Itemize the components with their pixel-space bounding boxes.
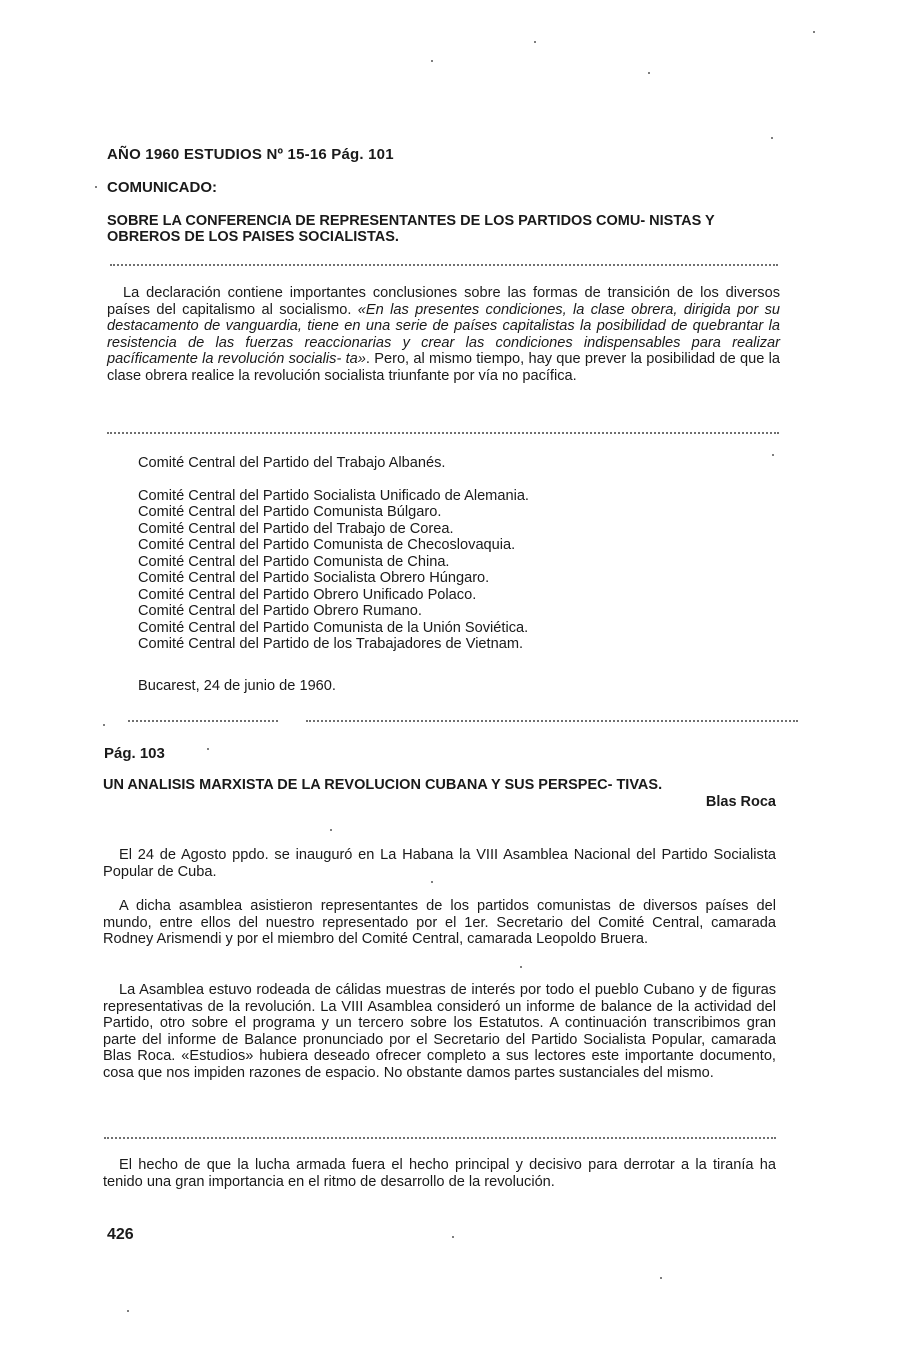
scan-speck — [452, 1236, 454, 1238]
scan-speck — [660, 1277, 662, 1279]
place-date: Bucarest, 24 de junio de 1960. — [138, 678, 336, 694]
scan-speck — [813, 31, 815, 33]
dotted-divider — [306, 720, 798, 722]
signatory: Comité Central del Partido de los Trabajadores de Vietnam. — [138, 636, 524, 652]
article-author: Blas Roca — [705, 794, 776, 810]
scan-speck — [330, 829, 332, 831]
scan-speck — [103, 724, 105, 726]
signatory: Comité Central del Partido Comunista Búlgaro. — [138, 504, 442, 520]
paragraph-quote: «En las presentes condiciones, la clase obrera, dirigida por su destacamento de vanguardia, tiene en una serie de países capitalistas la posibilidad de quebrantar la resistencia de las fuerzas reaccionarias y crear las condiciones indispensables para realizar pacíficamente la revolución socialis- ta» — [107, 301, 780, 368]
communique-paragraph — [107, 285, 780, 385]
dotted-divider — [128, 720, 278, 722]
paragraph-intro: La declaración contiene importantes conclusiones sobre las formas de transición de los diversos países del capitalismo al socialismo. — [107, 285, 780, 318]
article-title: UN ANALISIS MARXISTA DE LA REVOLUCION CUBANA Y SUS PERSPEC- TIVAS. — [103, 777, 663, 793]
signatory: Comité Central del Partido Socialista Obrero Húngaro. — [138, 570, 490, 586]
scan-speck — [207, 748, 209, 750]
signatory: Comité Central del Partido Comunista de Checoslovaquia. — [138, 537, 516, 553]
scan-speck — [431, 881, 433, 883]
dotted-divider — [104, 1137, 776, 1139]
scan-speck — [771, 137, 773, 139]
signatory: Comité Central del Partido Obrero Rumano. — [138, 603, 422, 619]
page-label: Pág. 103 — [104, 745, 165, 762]
page-number: 426 — [107, 1226, 134, 1243]
publication-header: AÑO 1960 ESTUDIOS Nº 15-16 Pág. 101 — [107, 146, 394, 163]
dotted-divider — [110, 264, 778, 266]
signatories-list — [138, 455, 658, 653]
scan-speck — [648, 72, 650, 74]
section-label: COMUNICADO: — [107, 179, 217, 196]
communique-title: SOBRE LA CONFERENCIA DE REPRESENTANTES DE LOS PARTIDOS COMU- NISTAS Y OBREROS DE LOS PAISES SOCIALISTAS. — [107, 213, 715, 245]
signatory: Comité Central del Partido Socialista Unificado de Alemania. — [138, 487, 529, 504]
article-paragraph: La Asamblea estuvo rodeada de cálidas muestras de interés por todo el pueblo Cubano y de figuras representativas de la revolución. La VIII Asamblea consideró un informe de balance de la actividad del Partido, otro sobre el programa y un tercero sobre los Estatutos. A continuación transcribimos gran parte del informe de Balance pronunciado por el Secretario del Partido Socialista Popular, camarada Blas Roca. «Estudios» hubiera deseado ofrecer completo a sus lectores este importante documento, cosa que nos impiden razones de espacio. No obstante damos partes sustanciales del mismo. — [103, 982, 776, 1081]
article-paragraph: A dicha asamblea asistieron representantes de los partidos comunistas de diversos países del mundo, entre ellos del nuestro representado por el 1er. Secretario del Comité Central, camarada Rodney Arismendi y por el miembro del Comité Central, camarada Leopoldo Bruera. — [103, 898, 776, 948]
scan-speck — [431, 60, 433, 62]
signatory: Comité Central del Partido Comunista de la Unión Soviética. — [138, 619, 529, 636]
scan-speck — [534, 41, 536, 43]
article-paragraph: El hecho de que la lucha armada fuera el hecho principal y decisivo para derrotar a la tiranía ha tenido una gran importancia en el ritmo de desarrollo de la revolución. — [103, 1157, 776, 1190]
paragraph-outro: . Pero, al mismo tiempo, hay que prever la posibilidad de que la clase obrera realice la revolución socialista triunfante por vía no pacífica. — [107, 351, 780, 384]
dotted-divider — [107, 432, 779, 434]
signatory: Comité Central del Partido del Trabajo de Corea. — [138, 520, 454, 537]
signatory: Comité Central del Partido Comunista de China. — [138, 553, 450, 570]
article-paragraph: El 24 de Agosto ppdo. se inauguró en La Habana la VIII Asamblea Nacional del Partido Socialista Popular de Cuba. — [103, 847, 776, 880]
signatory: Comité Central del Partido Obrero Unificado Polaco. — [138, 586, 477, 603]
signatory: Comité Central del Partido del Trabajo Albanés. — [138, 455, 446, 471]
scan-speck — [772, 454, 774, 456]
scan-speck — [520, 966, 522, 968]
scan-speck — [95, 186, 97, 188]
scan-speck — [127, 1310, 129, 1312]
